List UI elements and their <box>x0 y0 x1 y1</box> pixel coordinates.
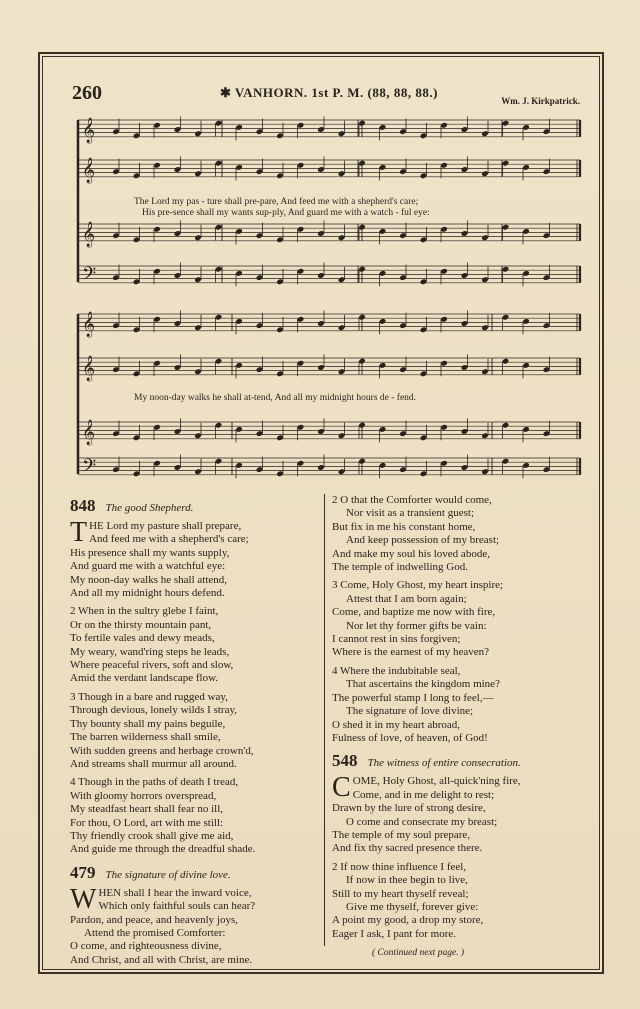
verse-line: The signature of love divine; <box>346 705 474 718</box>
hymn-number: 548 <box>332 751 358 771</box>
verse-line: Eager I ask, I pant for more. <box>332 927 457 940</box>
verse-line: To fertile vales and dewy meads, <box>70 632 215 645</box>
verse-line: Amid the verdant landscape flow. <box>70 672 219 685</box>
verse-line: Thy bounty shall my pains beguile, <box>70 717 226 730</box>
hymn-column-right <box>332 494 592 946</box>
hymn-heading <box>332 751 592 771</box>
verse-line: I cannot rest in sins forgiven; <box>332 633 461 646</box>
verse-line: 3 Though in a bare and rugged way, <box>70 690 228 703</box>
hymn <box>70 496 320 857</box>
hymn-column-left <box>70 494 320 972</box>
verse-line: Nor visit as a transient guest; <box>346 507 475 520</box>
treble-clef-icon: 𝄞 <box>82 117 96 143</box>
treble-clef-icon: 𝄞 <box>82 221 96 247</box>
stanza <box>70 691 320 771</box>
stanza <box>332 861 592 941</box>
verse-line: HE Lord my pasture shall prepare, <box>89 520 242 532</box>
verse-line: With sudden greens and herbage crown'd, <box>70 744 254 757</box>
treble-clef-icon: 𝄞 <box>82 355 96 381</box>
verse-line: My noon-day walks he shall attend, <box>70 573 228 586</box>
stanza <box>70 776 320 856</box>
verse-line: Through devious, lonely wilds I stray, <box>70 704 238 717</box>
verse-line: Where is the earnest of my heaven? <box>332 646 489 659</box>
verse-line: My steadfast heart shall fear no ill, <box>70 803 224 816</box>
verse-line: Drawn by the lure of strong desire, <box>332 802 486 815</box>
verse-line: But fix in me his constant home, <box>332 520 476 533</box>
verse-line: With gloomy horrors overspread, <box>70 789 217 802</box>
bass-clef-icon: 𝄢 <box>82 455 97 481</box>
verse-line: 4 Though in the paths of death I tread, <box>70 776 239 789</box>
verse-line: OME, Holy Ghost, all-quick'ning fire, <box>352 775 521 788</box>
verse-line: 2 O that the Comforter would come, <box>332 494 492 506</box>
treble-clef-icon: 𝄞 <box>82 419 96 445</box>
verse-line: And guide me through the dreadful shade. <box>70 843 256 856</box>
verse-line: Nor let thy former gifts be vain: <box>346 619 487 632</box>
verse-line: And streams shall murmur all around. <box>70 757 237 770</box>
treble-clef-icon: 𝄞 <box>82 157 96 183</box>
verse-line: And guard me with a watchful eye: <box>70 560 226 573</box>
stanza <box>332 494 592 574</box>
hymn <box>70 863 320 967</box>
hymn-heading <box>70 496 320 516</box>
verse-line: And feed me with a shepherd's care; <box>89 533 249 546</box>
hymn-number: 479 <box>70 862 96 882</box>
page-number: 260 <box>72 82 102 104</box>
verse-line: O come and consecrate my breast; <box>346 815 498 828</box>
verse-line: And keep possession of my breast; <box>346 534 500 547</box>
verse-line: Or on the thirsty mountain pant, <box>70 618 212 631</box>
verse-line: O shed it in my heart abroad, <box>332 718 460 731</box>
verse-line: 3 Come, Holy Ghost, my heart inspire; <box>332 579 504 592</box>
verse-line: Attest that I am born again; <box>346 592 467 605</box>
hymn-heading <box>70 863 320 883</box>
verse-line: And all my midnight hours defend. <box>70 587 225 600</box>
lyrics-row1-verse1: The Lord my pas - ture shall pre-pare, And feed me with a shepherd's care; <box>134 197 419 207</box>
verse-line: Pardon, and peace, and heavenly joys, <box>70 913 238 926</box>
hymn-number: 848 <box>70 496 96 515</box>
treble-clef-icon: 𝄞 <box>82 311 96 337</box>
hymn-title: The witness of entire consecration. <box>367 757 521 770</box>
verse-line: And make my soul his loved abode, <box>332 547 490 560</box>
verse-line: Come, and baptize me now with fire, <box>332 606 496 619</box>
verse-line: Fulness of love, of heaven, of God! <box>332 731 488 744</box>
drop-cap: C <box>332 772 351 804</box>
hymn-title: The signature of divine love. <box>105 868 231 881</box>
drop-cap: W <box>70 883 97 915</box>
stanza <box>70 883 320 967</box>
sheet-music <box>72 106 592 488</box>
stanza <box>332 579 592 659</box>
verse-line: Attend the promised Comforter: <box>84 926 226 939</box>
verse-line: If now in thee begin to live, <box>346 874 468 887</box>
verse-line: For thou, O Lord, art with me still: <box>70 816 224 829</box>
verse-line: Come, and in me delight to rest; <box>352 788 495 801</box>
stanza <box>70 517 320 600</box>
verse-line: 2 When in the sultry glebe I faint, <box>70 605 219 618</box>
verse-line: The powerful stamp I long to feel,— <box>332 691 494 704</box>
continued-note: ( Continued next page. ) <box>372 948 465 958</box>
verse-line: That ascertains the kingdom mine? <box>346 678 500 691</box>
column-divider <box>324 494 325 946</box>
verse-line: Still to my heart thyself reveal; <box>332 887 469 900</box>
verse-line: HEN shall I hear the inward voice, <box>98 886 252 899</box>
verse-line: My weary, wand'ring steps he leads, <box>70 645 230 658</box>
hymn <box>332 751 592 941</box>
stanza <box>70 605 320 685</box>
verse-line: Where peaceful rivers, soft and slow, <box>70 659 234 672</box>
stanza <box>332 665 592 745</box>
verse-line: The temple of my soul prepare, <box>332 828 471 841</box>
verse-line: 2 If now thine influence I feel, <box>332 860 467 873</box>
verse-line: A point my good, a drop my store, <box>332 914 484 927</box>
verse-line: O come, and righteousness divine, <box>70 940 222 953</box>
verse-line: Give me thyself, forever give: <box>346 900 479 913</box>
verse-line: And Christ, and all with Christ, are mine. <box>70 953 253 966</box>
hymn-title: The good Shepherd. <box>105 502 194 514</box>
verse-line: And fix thy sacred presence there. <box>332 842 483 855</box>
lyrics-row2-verse1: My noon-day walks he shall at-tend, And all my midnight hours de - fend. <box>134 393 417 403</box>
music-staves <box>72 106 592 488</box>
verse-line: The barren wilderness shall smile, <box>70 731 221 744</box>
page-header <box>72 82 592 104</box>
tune-title: ✱ VANHORN. 1st P. M. (88, 88, 88.) <box>220 85 438 100</box>
lyrics-row1-verse2: His pre-sence shall my wants sup-ply, And guard me with a watch - ful eye: <box>142 208 430 218</box>
verse-line: Which only faithful souls can hear? <box>98 900 256 913</box>
composer-credit: Wm. J. Kirkpatrick. <box>501 96 580 106</box>
verse-line: 4 Where the indubitable seal, <box>332 664 461 677</box>
bass-clef-icon: 𝄢 <box>82 263 97 289</box>
hymn <box>332 494 592 745</box>
drop-cap: T <box>70 517 88 548</box>
verse-line: Thy friendly crook shall give me aid, <box>70 829 234 842</box>
verse-line: His presence shall my wants supply, <box>70 546 230 559</box>
verse-line: The temple of indwelling God. <box>332 561 468 574</box>
stanza <box>332 772 592 855</box>
